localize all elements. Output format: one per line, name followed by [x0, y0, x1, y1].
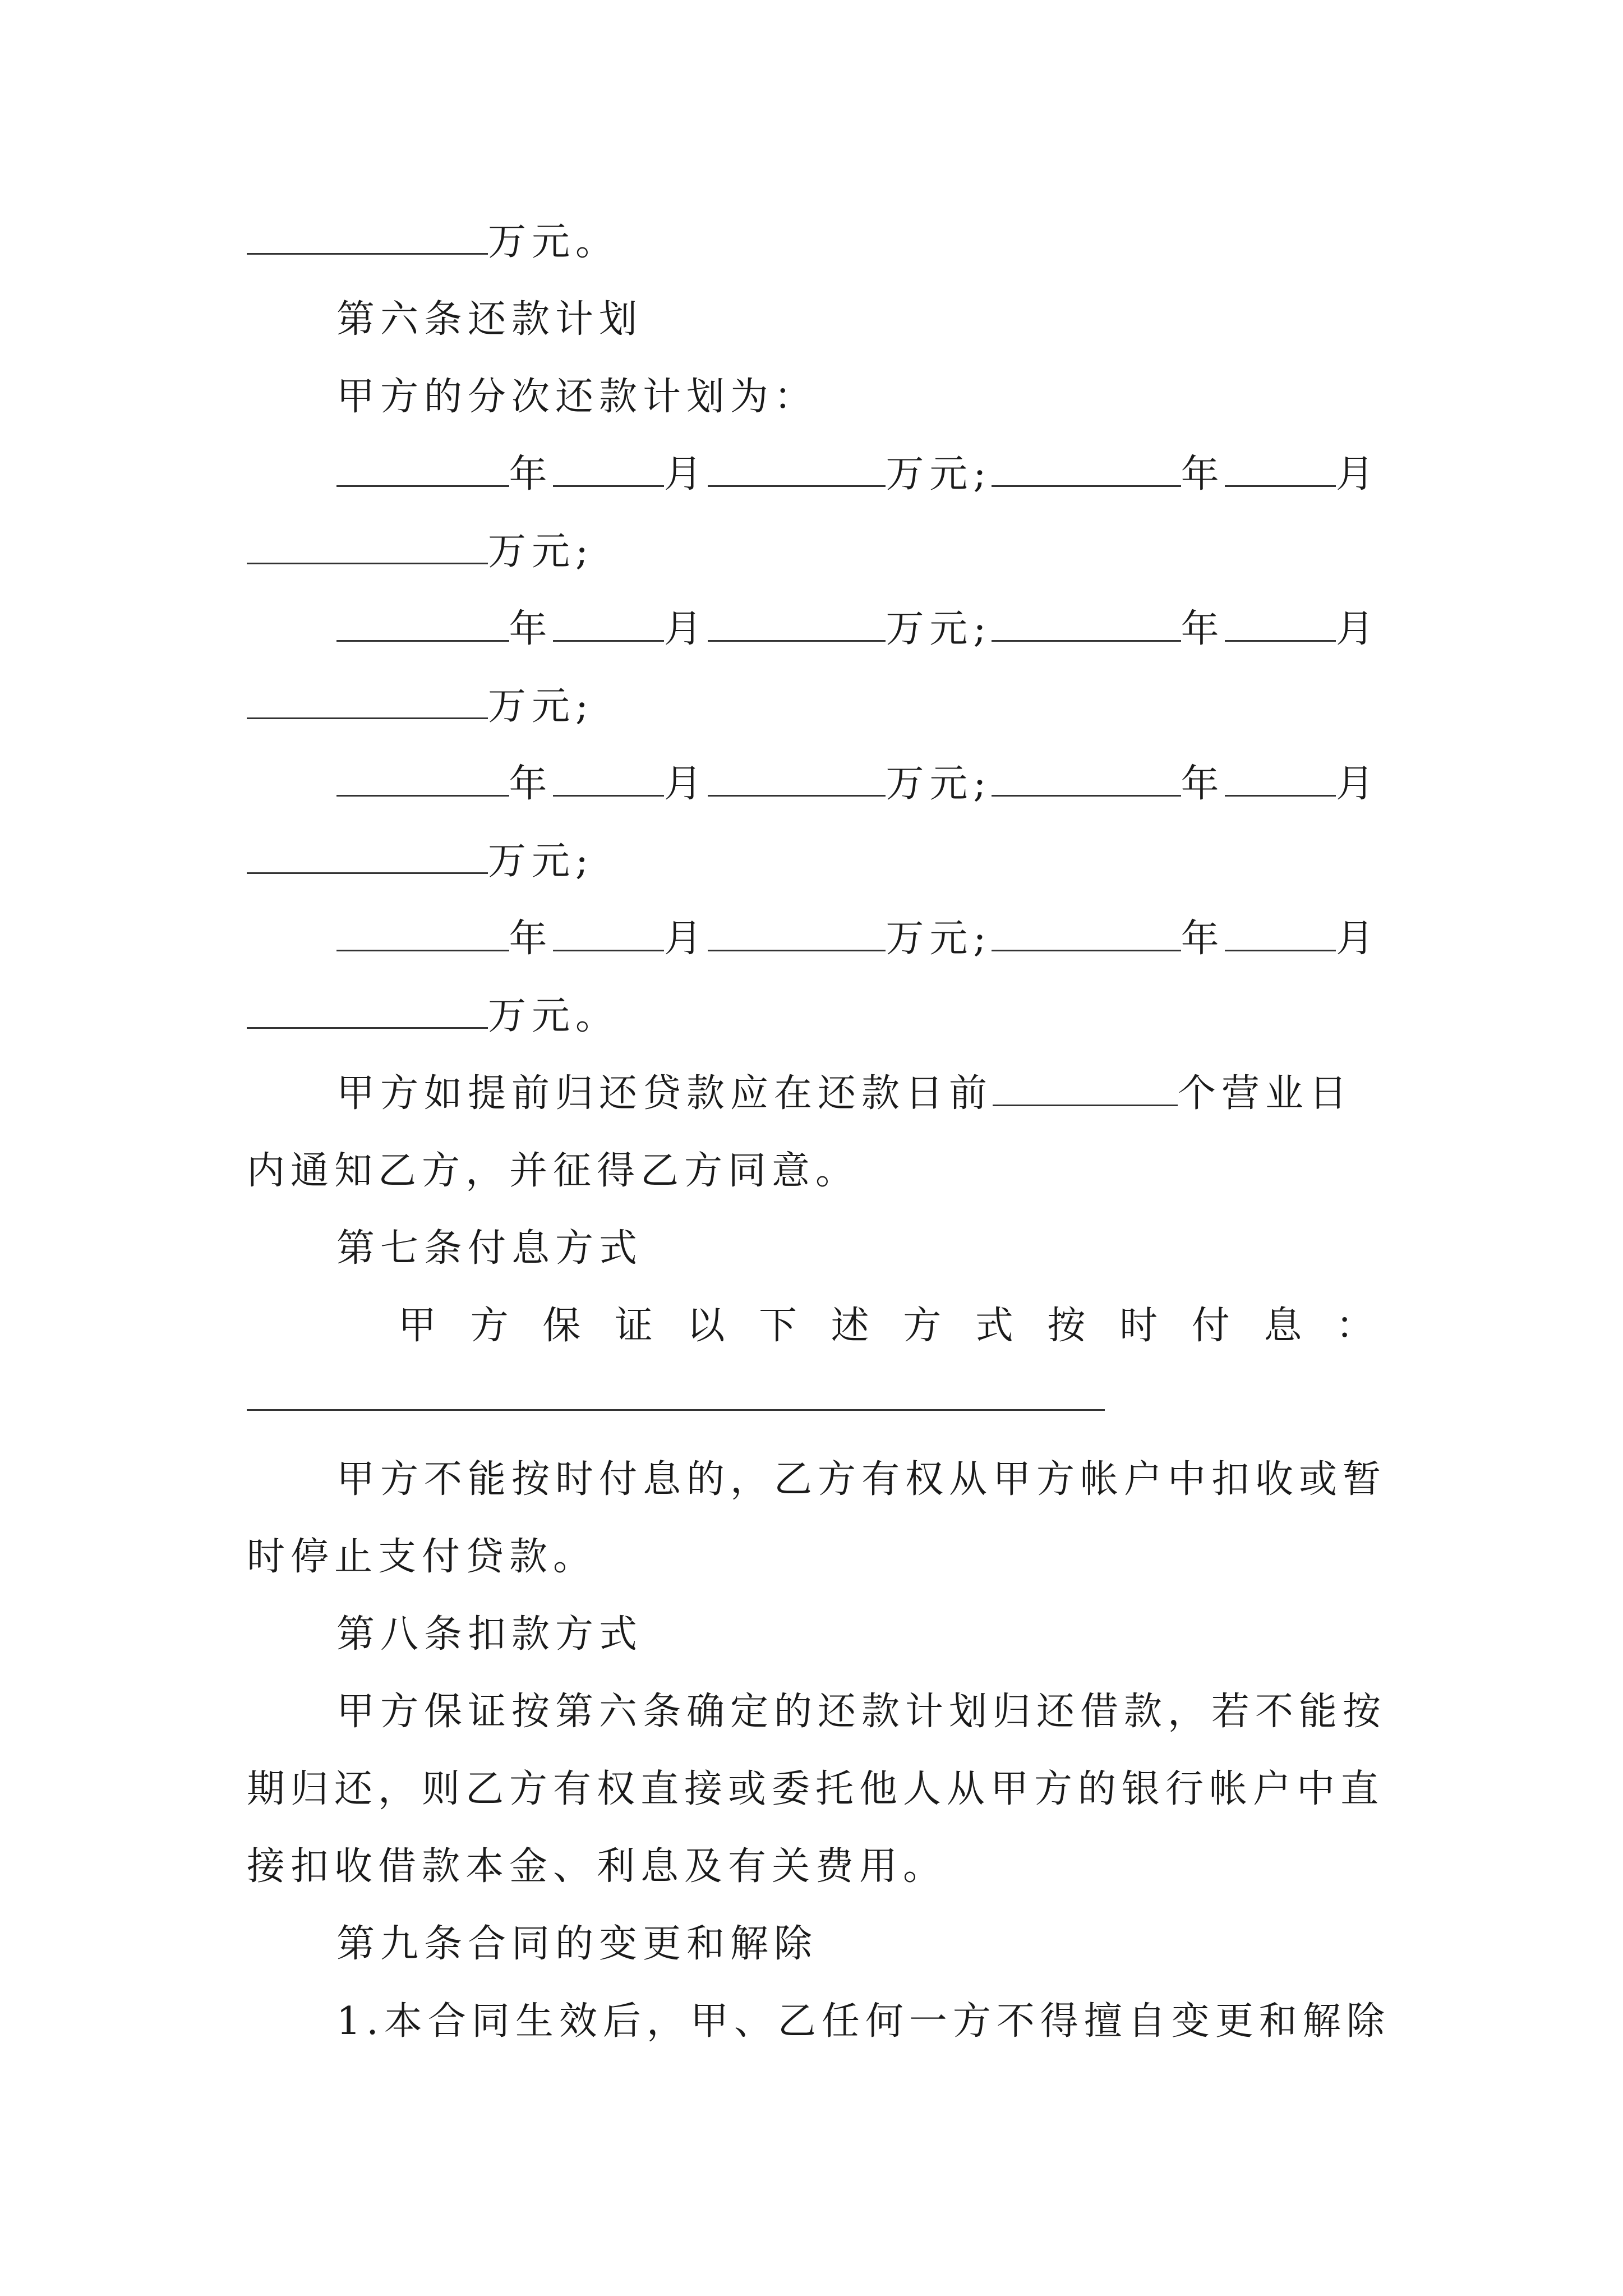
blank-field [708, 601, 886, 642]
blank-field [708, 910, 886, 951]
blank-field [247, 214, 488, 255]
blank-field [708, 446, 886, 487]
char: 式 [975, 1304, 1019, 1348]
blank-field [992, 601, 1181, 642]
month-label: 月 [663, 917, 708, 961]
blank-field [336, 601, 509, 642]
blank-field [247, 988, 488, 1029]
schedule-amount-line [247, 518, 1380, 586]
unit-text: 万元; [488, 839, 594, 884]
blank-field [553, 910, 664, 951]
schedule-row [247, 441, 1380, 508]
blank-field [992, 756, 1181, 797]
blank-field [553, 446, 664, 487]
article-6-title: 第六条还款计划 [336, 297, 643, 342]
schedule-row [247, 596, 1380, 663]
char: 下 [759, 1304, 803, 1348]
unit-text: 万元; [488, 684, 594, 729]
blank-field [1225, 910, 1336, 951]
char: 甲 [398, 1304, 442, 1348]
year-label: 年 [509, 607, 553, 651]
article-8-para-line-3: 接扣收借款本金、利息及有关费用。 [247, 1844, 947, 1889]
business-days-text: 个营业日 [1178, 1071, 1353, 1116]
article-7-title: 第七条付息方式 [336, 1226, 643, 1271]
char: 证 [614, 1304, 658, 1348]
year-label: 年 [509, 917, 553, 961]
blank-field [247, 678, 488, 719]
month-label: 月 [663, 452, 708, 496]
amount-label: 万元; [886, 762, 992, 806]
month-label: 月 [663, 607, 708, 651]
char: 按 [1047, 1304, 1091, 1348]
blank-field [993, 1065, 1178, 1106]
article-9-title: 第九条合同的变更和解除 [336, 1922, 818, 1966]
amount-label: 万元; [886, 452, 992, 496]
article-7-para-line-1: 甲方不能按时付息的，乙方有权从甲方帐户中扣收或暂 [336, 1457, 1387, 1502]
char: 保 [542, 1304, 587, 1348]
article-7-justified-line [247, 1292, 1380, 1360]
char: 时 [1119, 1304, 1164, 1348]
year-label: 年 [509, 452, 553, 496]
char: 方 [470, 1304, 514, 1348]
unit-text: 万元。 [488, 994, 620, 1038]
year-label: 年 [1181, 607, 1225, 651]
schedule-row [247, 751, 1380, 818]
month-label: 月 [1335, 917, 1380, 961]
char: ： [1335, 1304, 1380, 1348]
blank-field [336, 446, 509, 487]
month-label: 月 [663, 762, 708, 806]
prepayment-line-2: 内通知乙方，并征得乙方同意。 [247, 1149, 860, 1193]
blank-field [553, 601, 664, 642]
blank-field [1225, 446, 1336, 487]
year-label: 年 [509, 762, 553, 806]
prepayment-line [247, 1060, 1380, 1128]
unit-text: 万元; [488, 530, 594, 574]
blank-field [247, 523, 488, 564]
char: 息 [1264, 1304, 1308, 1348]
article-8-para-line-1: 甲方保证按第六条确定的还款计划归还借款，若不能按 [336, 1690, 1387, 1734]
article-6-intro: 甲方的分次还款计划为： [336, 375, 818, 419]
schedule-row [247, 905, 1380, 973]
amount-line [247, 209, 1380, 276]
month-label: 月 [1335, 762, 1380, 806]
blank-field [553, 756, 664, 797]
year-label: 年 [1181, 452, 1225, 496]
blank-field [1225, 601, 1336, 642]
blank-field [1225, 756, 1336, 797]
unit-text: 万元。 [488, 220, 620, 264]
blank-field [992, 910, 1181, 951]
schedule-amount-line [247, 983, 1380, 1050]
article-8-para-line-2: 期归还，则乙方有权直接或委托他人从甲方的银行帐户中直 [247, 1767, 1385, 1811]
blank-field [336, 910, 509, 951]
article-8-title: 第八条扣款方式 [336, 1612, 643, 1657]
blank-field [708, 756, 886, 797]
amount-label: 万元; [886, 607, 992, 651]
year-label: 年 [1181, 917, 1225, 961]
schedule-amount-line [247, 828, 1380, 895]
year-label: 年 [1181, 762, 1225, 806]
prepayment-text: 甲方如提前归还贷款应在还款日前 [336, 1071, 993, 1116]
article-9-clause-1: 1.本合同生效后，甲、乙任何一方不得擅自变更和解除 [336, 1999, 1390, 2044]
schedule-amount-line [247, 673, 1380, 740]
blank-field [992, 446, 1181, 487]
article-7-para-line-2: 时停止支付贷款。 [247, 1535, 597, 1579]
char: 述 [831, 1304, 875, 1348]
char: 付 [1191, 1304, 1235, 1348]
month-label: 月 [1335, 452, 1380, 496]
blank-field [247, 833, 488, 874]
char: 方 [903, 1304, 947, 1348]
blank-rule [247, 1409, 1105, 1411]
amount-label: 万元; [886, 917, 992, 961]
blank-field [336, 756, 509, 797]
month-label: 月 [1335, 607, 1380, 651]
char: 以 [686, 1304, 731, 1348]
